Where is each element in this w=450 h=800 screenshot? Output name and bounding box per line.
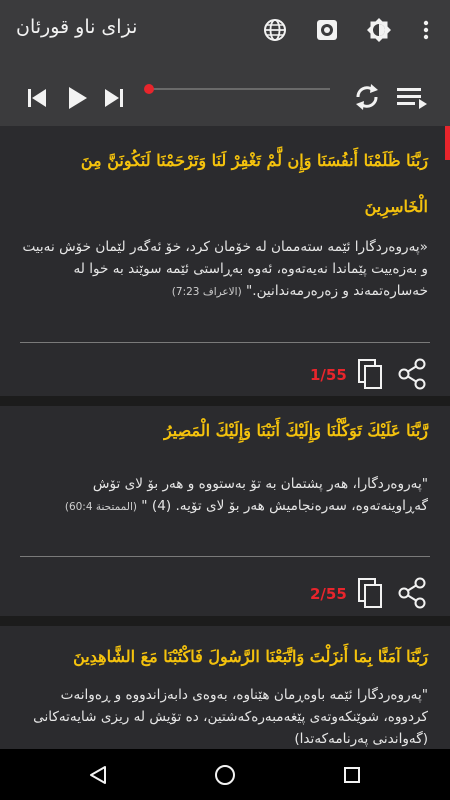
dua-counter: 2/55	[310, 585, 347, 603]
seek-thumb[interactable]	[144, 84, 154, 94]
play-icon[interactable]	[62, 84, 92, 112]
arabic-verse: رَبَّنَا ظَلَمْنَا أَنفُسَنَا وَإِن لَّمْ تَغْفِرْ لَنَا وَتَرْحَمْنَا لَنَكُونَنَّ مِنَ الْخَاسِرِينَ	[80, 151, 428, 216]
dua-counter: 1/55	[310, 366, 347, 384]
translation-body: «پەروەردگارا ئێمە ستەممان لە خۆمان کرد، خۆ ئەگەر لێمان خۆش نەبیت و بەزەییت پێماندا نەیەتەوە، ئەوە بەڕاستی ئێمە سوێند بە خوا لە خەسارەتمەند و زەرەرمەندانین."	[22, 239, 428, 299]
divider	[20, 342, 430, 343]
repeat-icon[interactable]	[351, 80, 383, 114]
seek-bar[interactable]	[148, 87, 330, 91]
translation-text	[22, 473, 428, 518]
divider	[20, 556, 430, 557]
skip-previous-icon[interactable]	[22, 84, 52, 112]
scroll-indicator[interactable]	[445, 126, 450, 160]
share-icon[interactable]	[397, 356, 427, 392]
seek-track	[148, 88, 330, 90]
skip-next-icon[interactable]	[99, 84, 129, 112]
settings-icon[interactable]	[314, 16, 340, 44]
brightness-icon[interactable]	[366, 16, 392, 44]
dua-card	[0, 406, 450, 616]
translation-body: "پەروەردگارا، هەر پشتمان بە تۆ بەستووە و هەر بۆ لای تۆش گەڕاوینەتەوە، سەرەنجامیش هەر بۆ لای تۆیە. (4) "	[92, 476, 428, 514]
back-icon[interactable]	[85, 762, 111, 788]
app-bar	[0, 0, 450, 126]
translation-body: "پەروەردگارا ئێمە باوەڕمان هێناوە، بەوەی دابەزاندووە و ڕەوانەت کردووە، شوێنکەوتەی پێغەمبەرەکەشتین، دە تۆیش لە ریزی شایەتەکانی (گەواندنی پەرنامەکەتدا)	[33, 687, 428, 747]
copy-icon[interactable]	[355, 356, 385, 392]
verse-reference: (الاعراف 7:23)	[171, 286, 242, 298]
playlist-icon[interactable]	[394, 82, 430, 112]
recent-apps-icon[interactable]	[339, 762, 365, 788]
home-icon[interactable]	[212, 762, 238, 788]
verse-reference: (الممتحنة 60:4)	[64, 501, 137, 513]
app-title: نزای ناو قورئان	[16, 16, 138, 38]
globe-icon[interactable]	[262, 16, 288, 44]
dua-card	[0, 126, 450, 396]
translation-text	[22, 236, 428, 303]
copy-icon[interactable]	[355, 575, 385, 611]
system-nav-bar	[0, 749, 450, 800]
more-vert-icon[interactable]	[416, 16, 436, 44]
arabic-verse: رَبَّنَا آمَنَّا بِمَا أَنزَلْتَ وَاتَّبَعْنَا الرَّسُولَ فَاكْتُبْنَا مَعَ الشَّاهِدِينَ	[73, 647, 428, 666]
dua-card	[0, 626, 450, 749]
dua-list[interactable]	[0, 126, 450, 749]
translation-text	[22, 684, 428, 749]
share-icon[interactable]	[397, 575, 427, 611]
arabic-verse: رَّبَّنَا عَلَيْكَ تَوَكَّلْنَا وَإِلَيْكَ أَنَبْنَا وَإِلَيْكَ الْمَصِيرُ	[163, 421, 428, 440]
